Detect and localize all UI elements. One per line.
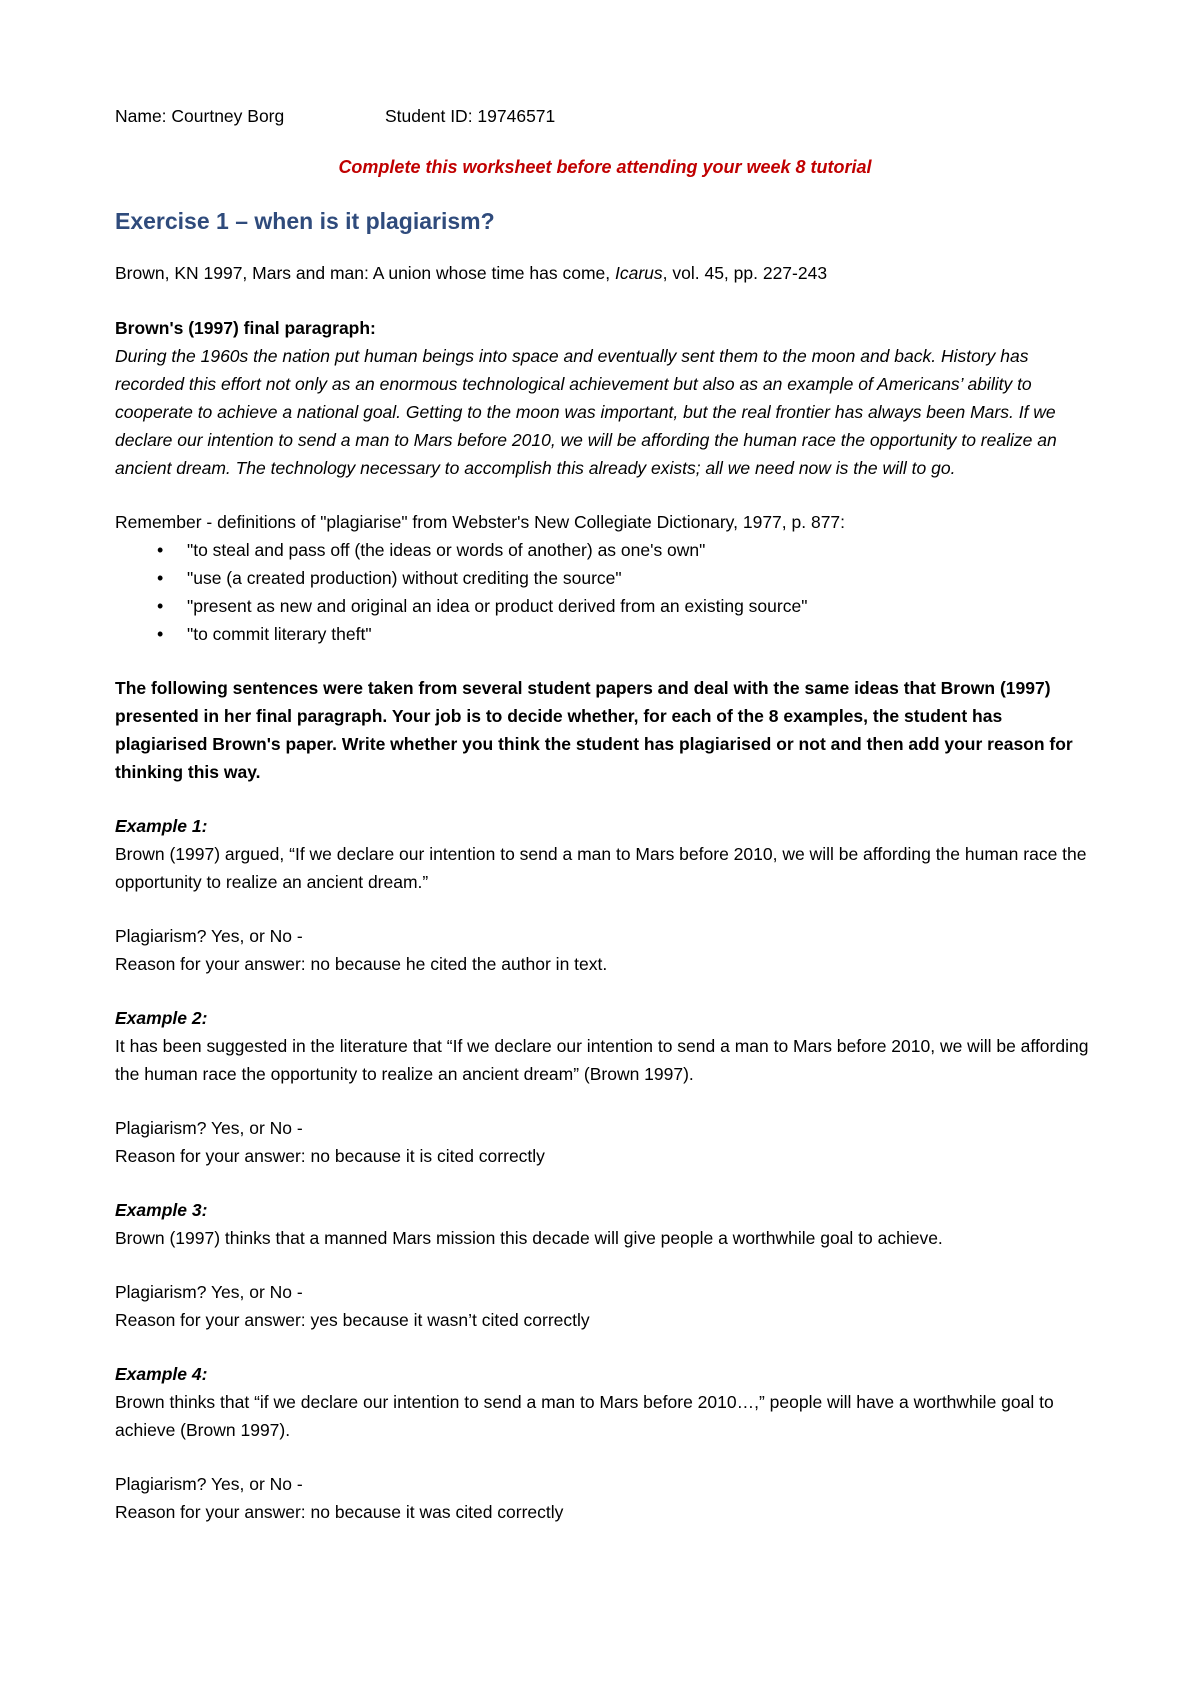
reference-text: Brown, KN 1997, Mars and man: A union whose time has come, (115, 263, 615, 283)
exercise-title: Exercise 1 – when is it plagiarism? (115, 208, 495, 234)
answer-reason: Reason for your answer: no because he cited the author in text. (115, 954, 608, 974)
bullet-icon: • (157, 540, 164, 560)
example-2 (115, 1004, 1095, 1170)
example-text: Brown thinks that “if we declare our intention to send a man to Mars before 2010…,” people will have a worthwhile goal to achieve (Brown 1997). (115, 1392, 1054, 1440)
list-item (157, 620, 1095, 648)
bullet-icon: • (157, 596, 164, 616)
student-header (115, 102, 1095, 130)
example-1 (115, 812, 1095, 978)
plagiarism-question: Plagiarism? Yes, or No - (115, 926, 303, 946)
example-4 (115, 1360, 1095, 1526)
answer-reason: Reason for your answer: no because it was cited correctly (115, 1502, 564, 1522)
answer-reason: Reason for your answer: yes because it wasn’t cited correctly (115, 1310, 590, 1330)
example-text: It has been suggested in the literature that “If we declare our intention to send a man to Mars before 2010, we will be affording the human race the opportunity to realize an ancient dream” (Brown 1997). (115, 1036, 1089, 1084)
example-title: Example 3: (115, 1200, 208, 1220)
final-paragraph-quote: During the 1960s the nation put human beings into space and eventually sent them to the moon and back. History has recorded this effort not only as an enormous technological achievement but also as an example of Americans’ ability to cooperate to achieve a national goal. Getting to the moon was important, but the real frontier has always been Mars. If we declare our intention to send a man to Mars before 2010, we will be affording the human race the opportunity to realize an ancient dream. The technology necessary to accomplish this already exists; all we need now is the will to go. (115, 346, 1057, 478)
answer-block (115, 1278, 1095, 1334)
bullet-icon: • (157, 568, 164, 588)
reference-details: , vol. 45, pp. 227-243 (662, 263, 828, 283)
example-title: Example 1: (115, 816, 208, 836)
plagiarism-question: Plagiarism? Yes, or No - (115, 1474, 303, 1494)
reference-journal: Icarus (614, 263, 663, 283)
plagiarism-question: Plagiarism? Yes, or No - (115, 1118, 303, 1138)
definition-text: "present as new and original an idea or product derived from an existing source" (187, 596, 808, 616)
plagiarism-question: Plagiarism? Yes, or No - (115, 1282, 303, 1302)
list-item (157, 592, 1095, 620)
definitions-list (115, 536, 1095, 648)
reference-citation (115, 259, 1095, 287)
list-item (157, 564, 1095, 592)
example-text: Brown (1997) thinks that a manned Mars mission this decade will give people a worthwhile goal to achieve. (115, 1228, 943, 1248)
document-content (115, 102, 1095, 1526)
student-id: Student ID: 19746571 (385, 106, 556, 126)
answer-block (115, 1470, 1095, 1526)
answer-block (115, 922, 1095, 978)
worksheet-notice: Complete this worksheet before attending your week 8 tutorial (338, 157, 872, 177)
list-item (157, 536, 1095, 564)
definition-text: "use (a created production) without crediting the source" (187, 568, 622, 588)
bullet-icon: • (157, 624, 164, 644)
final-paragraph-heading: Brown's (1997) final paragraph: (115, 318, 376, 338)
answer-block (115, 1114, 1095, 1170)
example-text: Brown (1997) argued, “If we declare our intention to send a man to Mars before 2010, we will be affording the human race the opportunity to realize an ancient dream.” (115, 844, 1087, 892)
answer-reason: Reason for your answer: no because it is cited correctly (115, 1146, 545, 1166)
instructions: The following sentences were taken from several student papers and deal with the same ideas that Brown (1997) presented in her final paragraph. Your job is to decide whether, for each of the 8 examples, the student has plagiarised Brown's paper. Write whether you think the student has plagiarised or not and then add your reason for thinking this way. (115, 678, 1073, 782)
example-title: Example 4: (115, 1364, 208, 1384)
definition-text: "to steal and pass off (the ideas or words of another) as one's own" (187, 540, 706, 560)
example-3 (115, 1196, 1095, 1334)
definition-text: "to commit literary theft" (187, 624, 372, 644)
example-title: Example 2: (115, 1008, 208, 1028)
reminder-intro: Remember - definitions of "plagiarise" from Webster's New Collegiate Dictionary, 1977, p. 877: (115, 512, 846, 532)
student-name: Name: Courtney Borg (115, 106, 285, 126)
